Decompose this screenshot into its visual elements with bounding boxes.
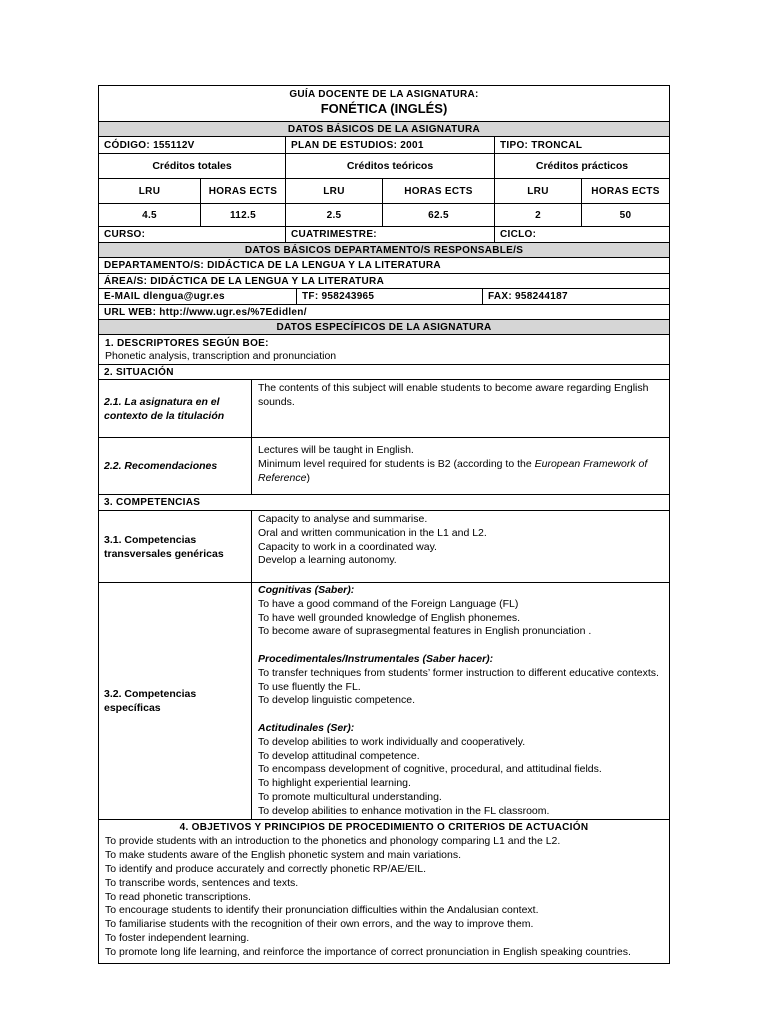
s22-label-cell: [99, 438, 251, 494]
fax: FAX: 958244187: [482, 289, 669, 304]
basic-heading-row: [99, 121, 669, 136]
specific-heading-row: [99, 319, 669, 334]
url-row: [99, 304, 669, 319]
lru-header: LRU: [138, 185, 161, 197]
ects-header: HORAS ECTS: [382, 179, 494, 203]
objetivos-row: [99, 819, 669, 963]
procedimentales-line: To transfer techniques from students’ former instruction to different educative contexts.: [258, 666, 659, 679]
objetivos-title: 4. OBJETIVOS Y PRINCIPIOS DE PROCEDIMIENTO O CRITERIOS DE ACTUACIÓN: [179, 822, 589, 833]
c31-label: 3.1. Competencias transversales genéricas: [104, 533, 224, 560]
specific-heading: DATOS ESPECÍFICOS DE LA ASIGNATURA: [99, 320, 669, 334]
c31-text-cell: [251, 511, 669, 582]
c32-text-cell: [251, 583, 669, 819]
lru-header: LRU: [494, 179, 581, 203]
cognitivas-line: To become aware of suprasegmental features in English pronunciation .: [258, 625, 592, 638]
cognitivas-title: Cognitivas (Saber):: [258, 584, 355, 596]
descriptores-text: Phonetic analysis, transcription and pronunciation: [105, 350, 337, 362]
departments: DEPARTAMENTO/S: DIDÁCTICA DE LA LENGUA Y LA LITERATURA: [104, 260, 441, 271]
objetivos-line: To read phonetic transcriptions.: [105, 890, 251, 903]
s22-line-2-framework: European Framework of Reference: [258, 457, 648, 484]
c31-line: Capacity to work in a coordinated way.: [258, 540, 437, 553]
theory-credits-label: Créditos teóricos: [285, 154, 494, 178]
study-plan: PLAN DE ESTUDIOS: 2001: [285, 137, 494, 153]
s21-row: [99, 379, 669, 437]
objetivos-line: To provide students with an introduction to the phonetics and phonology comparing L1 and the L2.: [105, 834, 561, 847]
procedimentales-line: To develop linguistic competence.: [258, 694, 416, 707]
c31-line: Oral and written communication in the L1 and L2.: [258, 526, 487, 539]
actitudinales-line: To develop abilities to enhance motivation in the FL classroom.: [258, 804, 550, 817]
c32-row: [99, 582, 669, 819]
s21-text: The contents of this subject will enable students to become aware regarding English sounds.: [258, 382, 649, 408]
website-url: URL WEB: http://www.ugr.es/%7Edidlen/: [104, 306, 307, 318]
areas: ÁREA/S: DIDÁCTICA DE LA LENGUA Y LA LITERATURA: [104, 275, 385, 287]
credits-label-row: [99, 153, 669, 178]
procedimentales-line: To use fluently the FL.: [258, 680, 361, 693]
dept-heading-row: [99, 242, 669, 257]
c32-label-cell: [99, 583, 251, 819]
course-type: TIPO: TRONCAL: [494, 137, 669, 153]
credit-value: 2: [494, 204, 581, 226]
actitudinales-line: To promote multicultural understanding.: [258, 790, 442, 803]
course-year-row: [99, 226, 669, 242]
course-title: FONÉTICA (INGLÉS): [320, 101, 448, 116]
contact-row: [99, 288, 669, 304]
s21-label: 2.1. La asignatura en el contexto de la titulación: [104, 395, 225, 422]
credit-value: 50: [581, 204, 669, 226]
s22-line-2-end: ): [306, 471, 310, 484]
objetivos-line: To familiarise students with the recognition of their own errors, and the way to improve them.: [105, 918, 534, 931]
title-cell: [99, 86, 669, 121]
actitudinales-line: To highlight experiential learning.: [258, 777, 411, 790]
actitudinales-line: To encompass development of cognitive, procedural, and attitudinal fields.: [258, 763, 602, 776]
actitudinales-title: Actitudinales (Ser):: [258, 721, 355, 734]
guide-subtitle: GUÍA DOCENTE DE LA ASIGNATURA:: [289, 89, 479, 100]
objetivos-line: To promote long life learning, and reinforce the importance of correct pronunciation in English speaking countries.: [105, 946, 631, 959]
ects-header: HORAS ECTS: [581, 179, 669, 203]
procedimentales-title: Procedimentales/Instrumentales (Saber hacer):: [258, 652, 494, 665]
curso-field: CURSO:: [104, 229, 146, 240]
ects-header: HORAS ECTS: [200, 179, 285, 203]
title-row: [99, 86, 669, 121]
situacion-title: 2. SITUACIÓN: [104, 366, 174, 378]
objetivos-line: To identify and produce accurately and correctly phonetic RP/AE/EIL.: [105, 862, 427, 875]
credit-value: 4.5: [142, 209, 157, 221]
course-code: CÓDIGO: 155112V: [104, 139, 195, 151]
telephone: TF: 958243965: [296, 289, 482, 304]
cuatrimestre-field: CUATRIMESTRE:: [285, 227, 494, 242]
s21-label-cell: [99, 380, 251, 437]
s22-label: 2.2. Recomendaciones: [104, 460, 218, 472]
credits-unit-row: [99, 178, 669, 203]
actitudinales-line: To develop abilities to work individually and cooperatively.: [258, 735, 526, 748]
s22-line-2-start: Minimum level required for students is B2 (according to the: [258, 457, 535, 470]
dept-heading: DATOS BÁSICOS DEPARTAMENTO/S RESPONSABLE/S: [99, 243, 669, 257]
objetivos-line: To encourage students to identify their pronunciation difficulties within the Andalusian context.: [105, 904, 539, 917]
actitudinales-line: To develop attitudinal competence.: [258, 749, 420, 762]
cognitivas-line: To have well grounded knowledge of English phonemes.: [258, 611, 521, 624]
objetivos-line: To make students aware of the English phonetic system and main variations.: [105, 848, 462, 861]
s22-text-cell: [251, 438, 669, 494]
competencias-title: 3. COMPETENCIAS: [104, 497, 201, 508]
email: E-MAIL dlengua@ugr.es: [104, 291, 225, 302]
situacion-row: [99, 364, 669, 379]
objetivos-line: To transcribe words, sentences and texts.: [105, 876, 299, 889]
c31-row: [99, 510, 669, 582]
descriptores-cell: [99, 335, 669, 364]
practical-credits-label: Créditos prácticos: [494, 154, 669, 178]
c31-line: Develop a learning autonomy.: [258, 554, 397, 567]
cognitivas-line: To have a good command of the Foreign Language (FL): [258, 597, 519, 610]
total-credits-label: Créditos totales: [152, 159, 232, 172]
c32-label: 3.2. Competencias específicas: [104, 688, 197, 714]
areas-row: [99, 273, 669, 288]
s22-line-1: Lectures will be taught in English.: [258, 444, 414, 456]
s22-row: [99, 437, 669, 494]
c31-label-cell: [99, 511, 251, 582]
objetivos-line: To foster independent learning.: [105, 932, 250, 945]
departments-row: [99, 257, 669, 273]
course-guide-table: [98, 85, 670, 964]
s21-text-cell: [251, 380, 669, 437]
objetivos-cell: [99, 820, 669, 963]
credits-value-row: [99, 203, 669, 226]
c31-line: Capacity to analyse and summarise.: [258, 513, 428, 525]
s22-line-2: [258, 458, 663, 486]
lru-header: LRU: [285, 179, 382, 203]
code-row: [99, 136, 669, 153]
credit-value: 2.5: [285, 204, 382, 226]
basic-heading: DATOS BÁSICOS DE LA ASIGNATURA: [99, 122, 669, 136]
credit-value: 62.5: [382, 204, 494, 226]
descriptores-row: [99, 334, 669, 364]
descriptores-title: 1. DESCRIPTORES SEGÚN BOE:: [105, 338, 269, 349]
competencias-row: [99, 494, 669, 510]
credit-value: 112.5: [200, 204, 285, 226]
ciclo-field: CICLO:: [494, 227, 669, 242]
